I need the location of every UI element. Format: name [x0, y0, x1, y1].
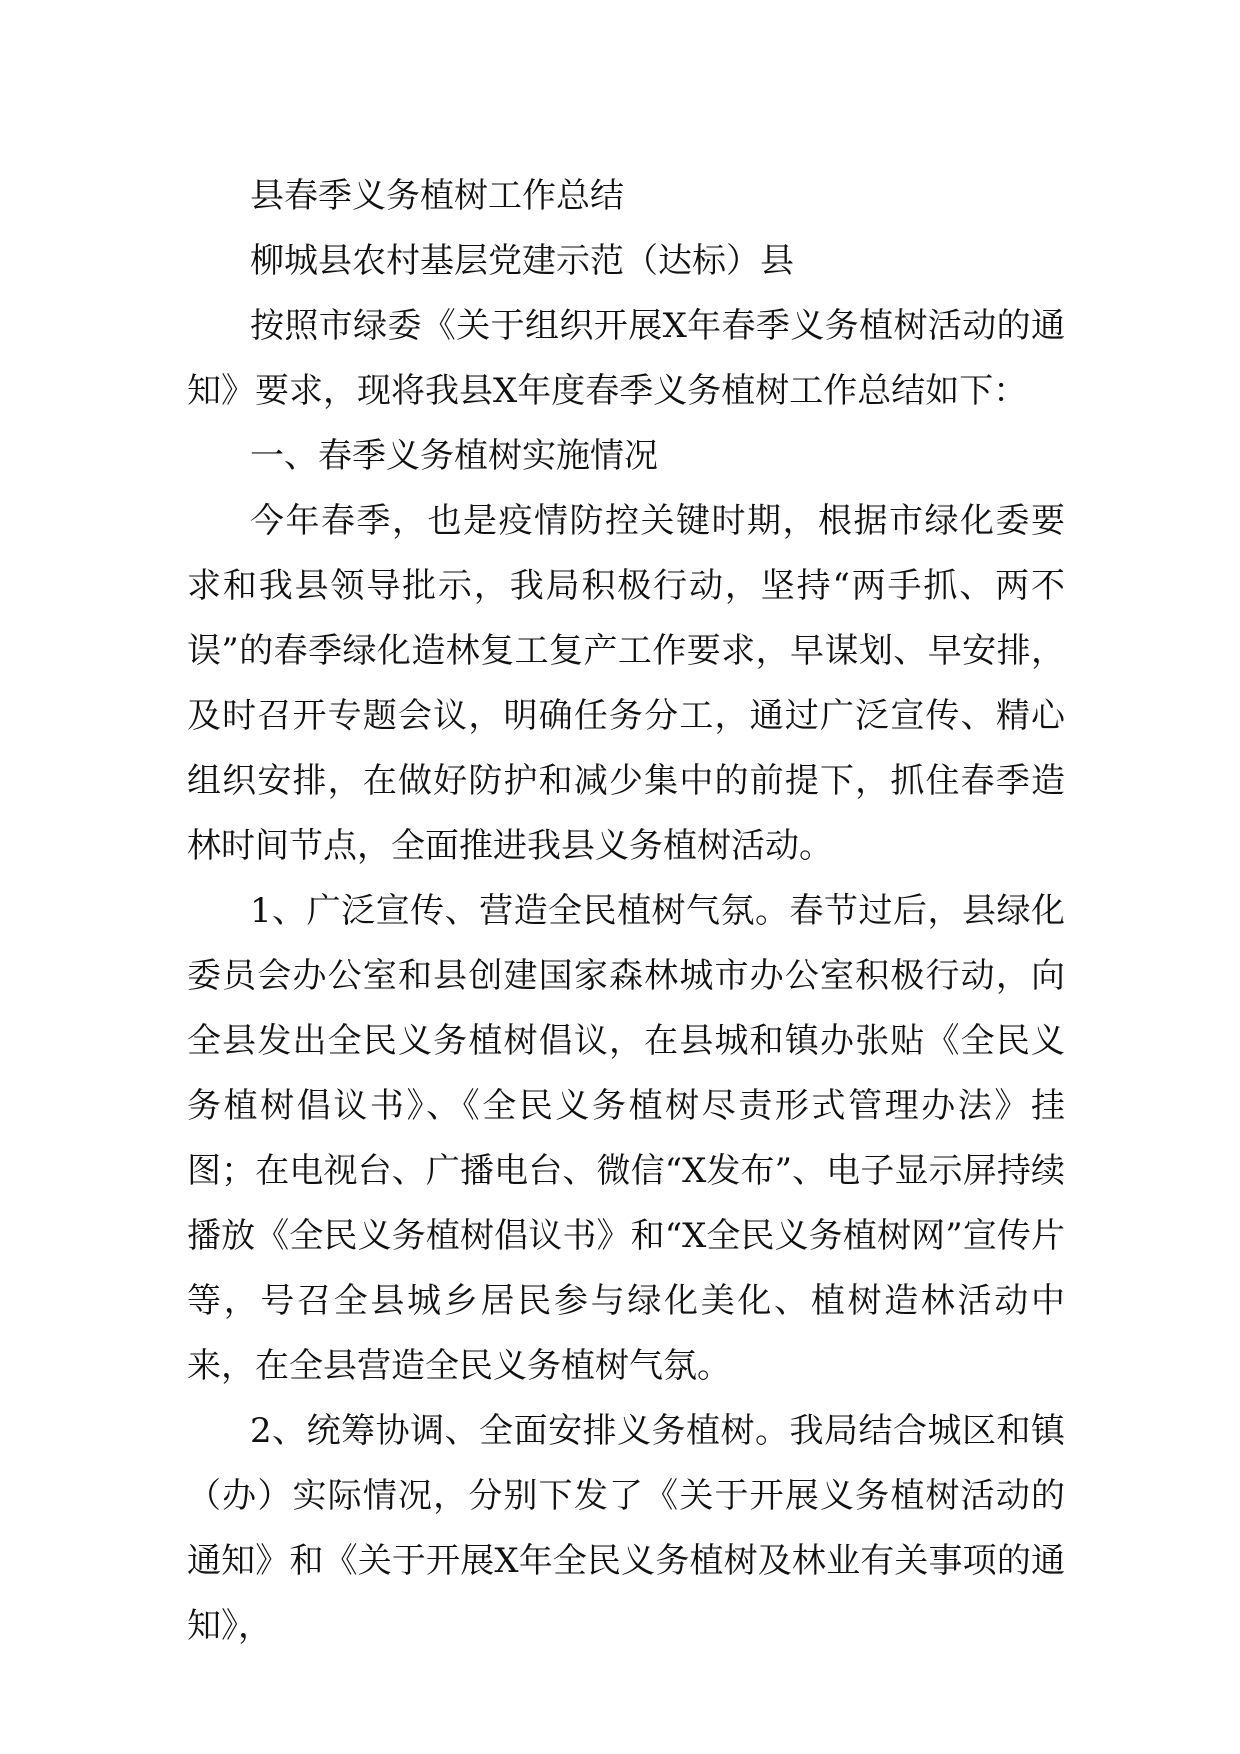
document-title: 县春季义务植树工作总结 — [250, 176, 624, 216]
document-body — [187, 164, 1065, 1659]
body-paragraph: 2、统筹协调、全面安排义务植树。我局结合城区和镇（办）实际情况，分别下发了《关于开展义务植树活动的通知》和《关于开展X年全民义务植树及林业有关事项的通知》， — [187, 1411, 1065, 1646]
body-paragraph: 今年春季，也是疫情防控关键时期，根据市绿化委要求和我县领导批示，我局积极行动，坚持“两手抓、两不误”的春季绿化造林复工复产工作要求，早谋划、早安排，及时召开专题会议，明确任务分工，通过广泛宣传、精心组织安排，在做好防护和减少集中的前提下，抓住春季造林时间节点，全面推进我县义务植树活动。 — [187, 501, 1065, 866]
body-paragraph: 1、广泛宣传、营造全民植树气氛。春节过后，县绿化委员会办公室和县创建国家森林城市办公室积极行动，向全县发出全民义务植树倡议，在县城和镇办张贴《全民义务植树倡议书》、《全民义务植树尽责形式管理办法》挂图；在电视台、广播电台、微信“X发布”、电子显示屏持续播放《全民义务植树倡议书》和“X全民义务植树网”宣传片等，号召全县城乡居民参与绿化美化、植树造林活动中来，在全县营造全民义务植树气氛。 — [187, 891, 1065, 1386]
issuer-line: 柳城县农村基层党建示范（达标）县 — [250, 241, 794, 281]
section-heading: 一、春季义务植树实施情况 — [250, 436, 658, 476]
intro-paragraph: 按照市绿委《关于组织开展X年春季义务植树活动的通知》要求，现将我县X年度春季义务植树工作总结如下： — [187, 306, 1065, 411]
